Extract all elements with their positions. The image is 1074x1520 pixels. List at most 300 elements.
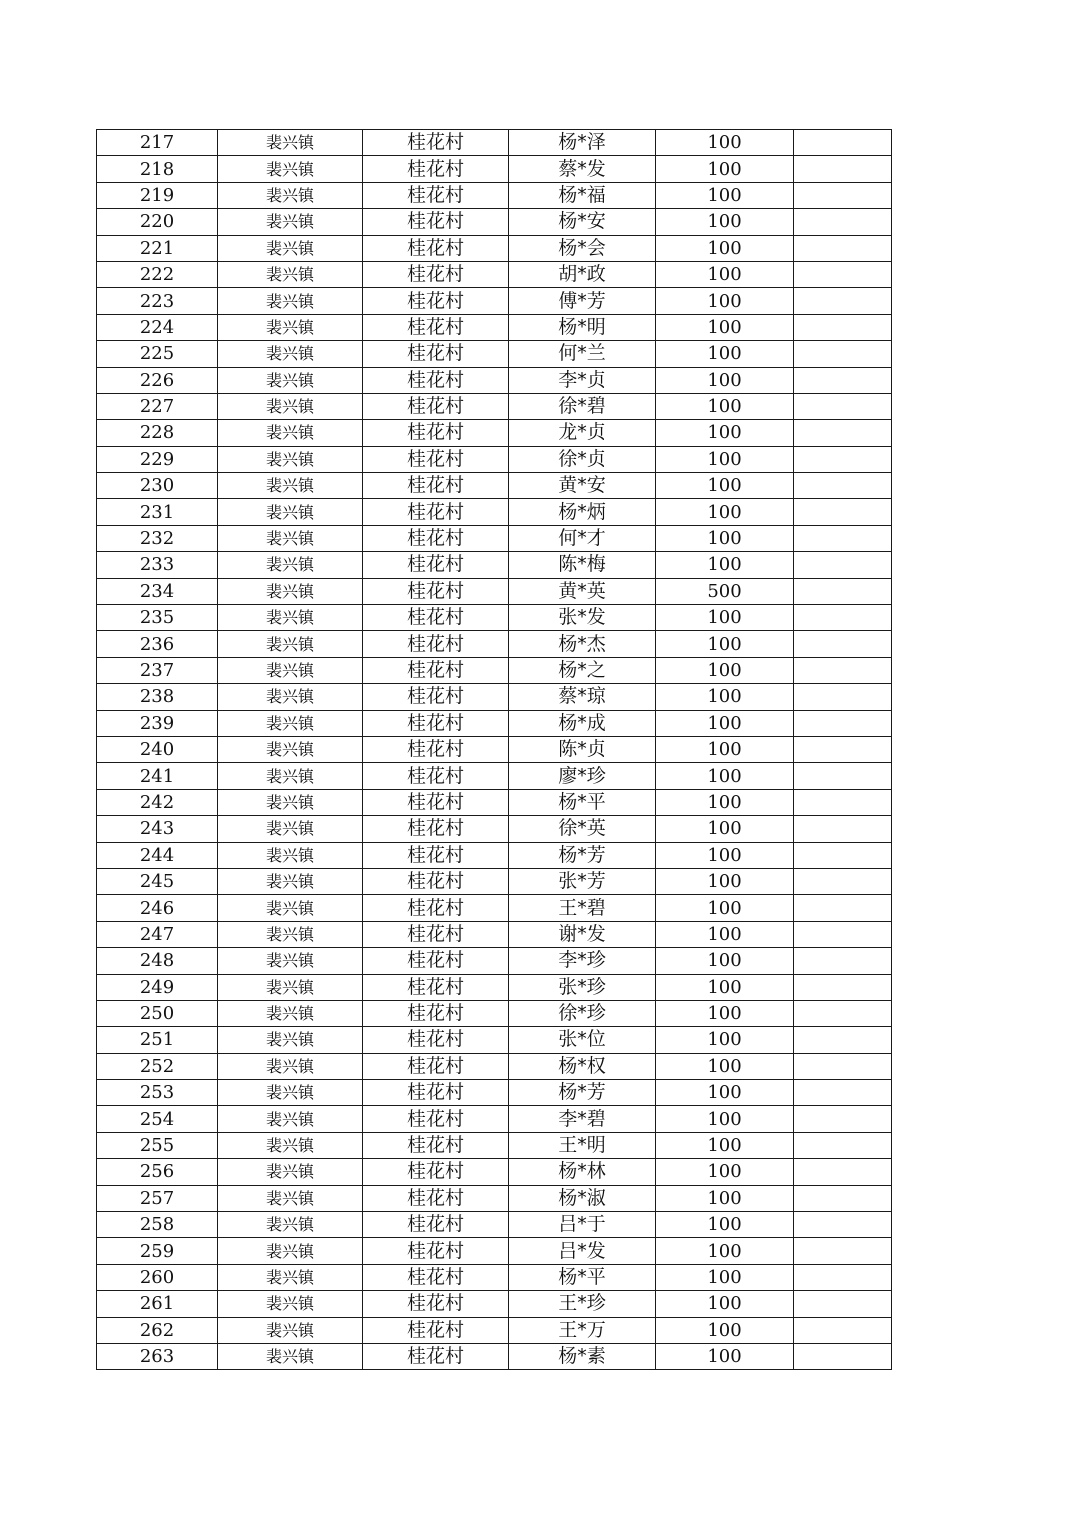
cell-amount: 100 bbox=[656, 657, 794, 683]
cell-note bbox=[794, 895, 892, 921]
cell-town: 裴兴镇 bbox=[218, 736, 363, 762]
table-row bbox=[97, 130, 892, 156]
cell-town: 裴兴镇 bbox=[218, 473, 363, 499]
cell-town: 裴兴镇 bbox=[218, 1132, 363, 1158]
cell-town: 裴兴镇 bbox=[218, 235, 363, 261]
table-row bbox=[97, 235, 892, 261]
cell-amount: 100 bbox=[656, 393, 794, 419]
cell-town: 裴兴镇 bbox=[218, 1264, 363, 1290]
cell-town: 裴兴镇 bbox=[218, 921, 363, 947]
cell-village: 桂花村 bbox=[363, 974, 509, 1000]
cell-note bbox=[794, 631, 892, 657]
cell-town: 裴兴镇 bbox=[218, 446, 363, 472]
cell-village: 桂花村 bbox=[363, 1264, 509, 1290]
cell-village: 桂花村 bbox=[363, 525, 509, 551]
table-row bbox=[97, 367, 892, 393]
cell-town: 裴兴镇 bbox=[218, 288, 363, 314]
cell-town: 裴兴镇 bbox=[218, 657, 363, 683]
cell-village: 桂花村 bbox=[363, 605, 509, 631]
cell-serial-number: 236 bbox=[97, 631, 218, 657]
cell-note bbox=[794, 1317, 892, 1343]
cell-amount: 100 bbox=[656, 420, 794, 446]
table-row bbox=[97, 341, 892, 367]
table-row bbox=[97, 1080, 892, 1106]
cell-town: 裴兴镇 bbox=[218, 130, 363, 156]
cell-note bbox=[794, 1132, 892, 1158]
table-row bbox=[97, 393, 892, 419]
cell-village: 桂花村 bbox=[363, 578, 509, 604]
cell-note bbox=[794, 209, 892, 235]
cell-amount: 100 bbox=[656, 1317, 794, 1343]
table-row bbox=[97, 895, 892, 921]
cell-amount: 100 bbox=[656, 763, 794, 789]
cell-note bbox=[794, 393, 892, 419]
cell-name: 王*碧 bbox=[509, 895, 656, 921]
cell-serial-number: 257 bbox=[97, 1185, 218, 1211]
cell-town: 裴兴镇 bbox=[218, 261, 363, 287]
spreadsheet-page bbox=[96, 129, 892, 1370]
cell-name: 龙*贞 bbox=[509, 420, 656, 446]
cell-amount: 100 bbox=[656, 631, 794, 657]
cell-serial-number: 244 bbox=[97, 842, 218, 868]
cell-village: 桂花村 bbox=[363, 684, 509, 710]
cell-amount: 100 bbox=[656, 1343, 794, 1369]
cell-note bbox=[794, 341, 892, 367]
cell-name: 黄*安 bbox=[509, 473, 656, 499]
cell-village: 桂花村 bbox=[363, 367, 509, 393]
cell-note bbox=[794, 552, 892, 578]
cell-note bbox=[794, 684, 892, 710]
cell-village: 桂花村 bbox=[363, 130, 509, 156]
cell-name: 杨*平 bbox=[509, 1264, 656, 1290]
cell-note bbox=[794, 816, 892, 842]
cell-village: 桂花村 bbox=[363, 235, 509, 261]
cell-note bbox=[794, 473, 892, 499]
cell-name: 杨*明 bbox=[509, 314, 656, 340]
cell-name: 王*万 bbox=[509, 1317, 656, 1343]
cell-amount: 100 bbox=[656, 1106, 794, 1132]
cell-village: 桂花村 bbox=[363, 1317, 509, 1343]
cell-serial-number: 230 bbox=[97, 473, 218, 499]
cell-serial-number: 247 bbox=[97, 921, 218, 947]
cell-town: 裴兴镇 bbox=[218, 1185, 363, 1211]
cell-serial-number: 239 bbox=[97, 710, 218, 736]
cell-town: 裴兴镇 bbox=[218, 1238, 363, 1264]
cell-serial-number: 256 bbox=[97, 1159, 218, 1185]
cell-serial-number: 245 bbox=[97, 868, 218, 894]
cell-serial-number: 249 bbox=[97, 974, 218, 1000]
cell-serial-number: 240 bbox=[97, 736, 218, 762]
cell-name: 李*碧 bbox=[509, 1106, 656, 1132]
cell-serial-number: 263 bbox=[97, 1343, 218, 1369]
cell-note bbox=[794, 578, 892, 604]
cell-town: 裴兴镇 bbox=[218, 1317, 363, 1343]
cell-note bbox=[794, 1264, 892, 1290]
cell-serial-number: 259 bbox=[97, 1238, 218, 1264]
cell-village: 桂花村 bbox=[363, 1080, 509, 1106]
cell-amount: 100 bbox=[656, 499, 794, 525]
cell-note bbox=[794, 921, 892, 947]
cell-name: 张*芳 bbox=[509, 868, 656, 894]
cell-amount: 100 bbox=[656, 684, 794, 710]
cell-town: 裴兴镇 bbox=[218, 1027, 363, 1053]
cell-amount: 100 bbox=[656, 842, 794, 868]
table-row bbox=[97, 816, 892, 842]
table-row bbox=[97, 288, 892, 314]
cell-name: 杨*成 bbox=[509, 710, 656, 736]
table-row bbox=[97, 314, 892, 340]
cell-name: 杨*会 bbox=[509, 235, 656, 261]
table-row bbox=[97, 1317, 892, 1343]
cell-serial-number: 223 bbox=[97, 288, 218, 314]
cell-amount: 100 bbox=[656, 525, 794, 551]
cell-town: 裴兴镇 bbox=[218, 605, 363, 631]
table-row bbox=[97, 921, 892, 947]
cell-note bbox=[794, 1027, 892, 1053]
cell-serial-number: 235 bbox=[97, 605, 218, 631]
table-row bbox=[97, 1000, 892, 1026]
cell-town: 裴兴镇 bbox=[218, 1291, 363, 1317]
cell-village: 桂花村 bbox=[363, 552, 509, 578]
cell-name: 谢*发 bbox=[509, 921, 656, 947]
cell-village: 桂花村 bbox=[363, 499, 509, 525]
cell-serial-number: 232 bbox=[97, 525, 218, 551]
cell-village: 桂花村 bbox=[363, 816, 509, 842]
cell-serial-number: 217 bbox=[97, 130, 218, 156]
cell-town: 裴兴镇 bbox=[218, 789, 363, 815]
cell-serial-number: 222 bbox=[97, 261, 218, 287]
cell-village: 桂花村 bbox=[363, 209, 509, 235]
cell-note bbox=[794, 710, 892, 736]
cell-serial-number: 231 bbox=[97, 499, 218, 525]
cell-village: 桂花村 bbox=[363, 473, 509, 499]
table-row bbox=[97, 763, 892, 789]
cell-amount: 100 bbox=[656, 130, 794, 156]
cell-village: 桂花村 bbox=[363, 789, 509, 815]
cell-amount: 100 bbox=[656, 182, 794, 208]
cell-town: 裴兴镇 bbox=[218, 209, 363, 235]
cell-amount: 500 bbox=[656, 578, 794, 604]
cell-amount: 100 bbox=[656, 736, 794, 762]
cell-name: 杨*权 bbox=[509, 1053, 656, 1079]
cell-town: 裴兴镇 bbox=[218, 578, 363, 604]
cell-village: 桂花村 bbox=[363, 1027, 509, 1053]
cell-amount: 100 bbox=[656, 605, 794, 631]
cell-name: 王*珍 bbox=[509, 1291, 656, 1317]
table-row bbox=[97, 1027, 892, 1053]
cell-name: 杨*之 bbox=[509, 657, 656, 683]
cell-name: 杨*安 bbox=[509, 209, 656, 235]
cell-village: 桂花村 bbox=[363, 842, 509, 868]
cell-village: 桂花村 bbox=[363, 868, 509, 894]
table-row bbox=[97, 473, 892, 499]
cell-amount: 100 bbox=[656, 974, 794, 1000]
cell-note bbox=[794, 1106, 892, 1132]
cell-town: 裴兴镇 bbox=[218, 156, 363, 182]
cell-note bbox=[794, 130, 892, 156]
table-row bbox=[97, 1053, 892, 1079]
cell-serial-number: 233 bbox=[97, 552, 218, 578]
cell-amount: 100 bbox=[656, 1053, 794, 1079]
cell-amount: 100 bbox=[656, 288, 794, 314]
cell-serial-number: 227 bbox=[97, 393, 218, 419]
table-row bbox=[97, 1238, 892, 1264]
cell-serial-number: 243 bbox=[97, 816, 218, 842]
cell-note bbox=[794, 1212, 892, 1238]
cell-amount: 100 bbox=[656, 1132, 794, 1158]
cell-village: 桂花村 bbox=[363, 736, 509, 762]
cell-village: 桂花村 bbox=[363, 288, 509, 314]
table-row bbox=[97, 605, 892, 631]
cell-amount: 100 bbox=[656, 921, 794, 947]
cell-serial-number: 241 bbox=[97, 763, 218, 789]
cell-village: 桂花村 bbox=[363, 1291, 509, 1317]
cell-name: 黄*英 bbox=[509, 578, 656, 604]
cell-serial-number: 219 bbox=[97, 182, 218, 208]
cell-note bbox=[794, 288, 892, 314]
cell-name: 王*明 bbox=[509, 1132, 656, 1158]
cell-serial-number: 255 bbox=[97, 1132, 218, 1158]
cell-village: 桂花村 bbox=[363, 1238, 509, 1264]
cell-town: 裴兴镇 bbox=[218, 393, 363, 419]
table-row bbox=[97, 842, 892, 868]
cell-village: 桂花村 bbox=[363, 156, 509, 182]
cell-name: 蔡*琼 bbox=[509, 684, 656, 710]
cell-town: 裴兴镇 bbox=[218, 763, 363, 789]
cell-serial-number: 261 bbox=[97, 1291, 218, 1317]
cell-town: 裴兴镇 bbox=[218, 367, 363, 393]
cell-town: 裴兴镇 bbox=[218, 1000, 363, 1026]
cell-village: 桂花村 bbox=[363, 895, 509, 921]
cell-village: 桂花村 bbox=[363, 631, 509, 657]
cell-name: 徐*碧 bbox=[509, 393, 656, 419]
cell-town: 裴兴镇 bbox=[218, 1106, 363, 1132]
cell-serial-number: 250 bbox=[97, 1000, 218, 1026]
cell-serial-number: 242 bbox=[97, 789, 218, 815]
table-row bbox=[97, 657, 892, 683]
cell-town: 裴兴镇 bbox=[218, 314, 363, 340]
table-row bbox=[97, 1291, 892, 1317]
cell-town: 裴兴镇 bbox=[218, 948, 363, 974]
cell-town: 裴兴镇 bbox=[218, 1159, 363, 1185]
cell-amount: 100 bbox=[656, 789, 794, 815]
cell-amount: 100 bbox=[656, 446, 794, 472]
cell-serial-number: 251 bbox=[97, 1027, 218, 1053]
cell-note bbox=[794, 156, 892, 182]
cell-village: 桂花村 bbox=[363, 1132, 509, 1158]
cell-serial-number: 252 bbox=[97, 1053, 218, 1079]
cell-note bbox=[794, 1185, 892, 1211]
cell-village: 桂花村 bbox=[363, 393, 509, 419]
cell-note bbox=[794, 1343, 892, 1369]
cell-amount: 100 bbox=[656, 1027, 794, 1053]
cell-name: 吕*于 bbox=[509, 1212, 656, 1238]
table-row bbox=[97, 868, 892, 894]
cell-serial-number: 229 bbox=[97, 446, 218, 472]
table-row bbox=[97, 156, 892, 182]
cell-note bbox=[794, 868, 892, 894]
table-row bbox=[97, 1106, 892, 1132]
cell-amount: 100 bbox=[656, 1291, 794, 1317]
table-row bbox=[97, 578, 892, 604]
cell-name: 杨*素 bbox=[509, 1343, 656, 1369]
cell-village: 桂花村 bbox=[363, 314, 509, 340]
cell-note bbox=[794, 499, 892, 525]
cell-note bbox=[794, 1080, 892, 1106]
cell-village: 桂花村 bbox=[363, 921, 509, 947]
cell-amount: 100 bbox=[656, 868, 794, 894]
cell-town: 裴兴镇 bbox=[218, 895, 363, 921]
cell-village: 桂花村 bbox=[363, 1053, 509, 1079]
cell-village: 桂花村 bbox=[363, 1159, 509, 1185]
cell-note bbox=[794, 1159, 892, 1185]
cell-town: 裴兴镇 bbox=[218, 420, 363, 446]
cell-note bbox=[794, 367, 892, 393]
cell-serial-number: 248 bbox=[97, 948, 218, 974]
cell-name: 杨*平 bbox=[509, 789, 656, 815]
cell-amount: 100 bbox=[656, 473, 794, 499]
cell-name: 徐*英 bbox=[509, 816, 656, 842]
cell-name: 何*才 bbox=[509, 525, 656, 551]
cell-name: 陈*贞 bbox=[509, 736, 656, 762]
table-row bbox=[97, 1185, 892, 1211]
cell-amount: 100 bbox=[656, 948, 794, 974]
cell-town: 裴兴镇 bbox=[218, 842, 363, 868]
cell-amount: 100 bbox=[656, 1080, 794, 1106]
cell-town: 裴兴镇 bbox=[218, 1343, 363, 1369]
cell-amount: 100 bbox=[656, 367, 794, 393]
cell-town: 裴兴镇 bbox=[218, 1212, 363, 1238]
cell-serial-number: 234 bbox=[97, 578, 218, 604]
cell-name: 杨*芳 bbox=[509, 842, 656, 868]
table-row bbox=[97, 182, 892, 208]
cell-name: 杨*福 bbox=[509, 182, 656, 208]
cell-note bbox=[794, 736, 892, 762]
cell-note bbox=[794, 182, 892, 208]
cell-serial-number: 246 bbox=[97, 895, 218, 921]
cell-name: 陈*梅 bbox=[509, 552, 656, 578]
cell-village: 桂花村 bbox=[363, 1185, 509, 1211]
table-row bbox=[97, 736, 892, 762]
table-row bbox=[97, 631, 892, 657]
cell-note bbox=[794, 974, 892, 1000]
cell-amount: 100 bbox=[656, 895, 794, 921]
table-row bbox=[97, 1132, 892, 1158]
table-row bbox=[97, 1343, 892, 1369]
cell-town: 裴兴镇 bbox=[218, 552, 363, 578]
cell-name: 蔡*发 bbox=[509, 156, 656, 182]
cell-amount: 100 bbox=[656, 261, 794, 287]
table-row bbox=[97, 684, 892, 710]
cell-name: 廖*珍 bbox=[509, 763, 656, 789]
cell-amount: 100 bbox=[656, 552, 794, 578]
cell-town: 裴兴镇 bbox=[218, 341, 363, 367]
cell-village: 桂花村 bbox=[363, 1106, 509, 1132]
cell-town: 裴兴镇 bbox=[218, 499, 363, 525]
table-row bbox=[97, 1264, 892, 1290]
cell-note bbox=[794, 605, 892, 631]
cell-name: 张*位 bbox=[509, 1027, 656, 1053]
cell-amount: 100 bbox=[656, 1264, 794, 1290]
cell-name: 杨*林 bbox=[509, 1159, 656, 1185]
cell-village: 桂花村 bbox=[363, 341, 509, 367]
table-row bbox=[97, 525, 892, 551]
cell-name: 杨*杰 bbox=[509, 631, 656, 657]
cell-note bbox=[794, 763, 892, 789]
table-row bbox=[97, 552, 892, 578]
cell-serial-number: 237 bbox=[97, 657, 218, 683]
cell-serial-number: 238 bbox=[97, 684, 218, 710]
cell-serial-number: 228 bbox=[97, 420, 218, 446]
cell-town: 裴兴镇 bbox=[218, 525, 363, 551]
cell-name: 杨*泽 bbox=[509, 130, 656, 156]
cell-note bbox=[794, 1238, 892, 1264]
cell-amount: 100 bbox=[656, 710, 794, 736]
cell-serial-number: 218 bbox=[97, 156, 218, 182]
cell-serial-number: 221 bbox=[97, 235, 218, 261]
cell-serial-number: 224 bbox=[97, 314, 218, 340]
cell-name: 杨*淑 bbox=[509, 1185, 656, 1211]
cell-note bbox=[794, 842, 892, 868]
cell-note bbox=[794, 789, 892, 815]
table-row bbox=[97, 1212, 892, 1238]
table-row bbox=[97, 1159, 892, 1185]
cell-village: 桂花村 bbox=[363, 1000, 509, 1026]
cell-amount: 100 bbox=[656, 1000, 794, 1026]
cell-amount: 100 bbox=[656, 235, 794, 261]
table-row bbox=[97, 789, 892, 815]
cell-name: 张*发 bbox=[509, 605, 656, 631]
cell-note bbox=[794, 525, 892, 551]
cell-amount: 100 bbox=[656, 1212, 794, 1238]
cell-amount: 100 bbox=[656, 1185, 794, 1211]
cell-town: 裴兴镇 bbox=[218, 1053, 363, 1079]
cell-amount: 100 bbox=[656, 1159, 794, 1185]
cell-name: 何*兰 bbox=[509, 341, 656, 367]
cell-name: 徐*珍 bbox=[509, 1000, 656, 1026]
cell-note bbox=[794, 1053, 892, 1079]
cell-serial-number: 262 bbox=[97, 1317, 218, 1343]
cell-village: 桂花村 bbox=[363, 657, 509, 683]
cell-village: 桂花村 bbox=[363, 763, 509, 789]
cell-village: 桂花村 bbox=[363, 420, 509, 446]
cell-town: 裴兴镇 bbox=[218, 631, 363, 657]
cell-name: 傅*芳 bbox=[509, 288, 656, 314]
cell-name: 李*贞 bbox=[509, 367, 656, 393]
cell-town: 裴兴镇 bbox=[218, 868, 363, 894]
cell-amount: 100 bbox=[656, 314, 794, 340]
cell-serial-number: 254 bbox=[97, 1106, 218, 1132]
cell-village: 桂花村 bbox=[363, 1212, 509, 1238]
table-row bbox=[97, 710, 892, 736]
data-table bbox=[96, 129, 892, 1370]
cell-town: 裴兴镇 bbox=[218, 684, 363, 710]
cell-town: 裴兴镇 bbox=[218, 710, 363, 736]
table-row bbox=[97, 446, 892, 472]
cell-note bbox=[794, 261, 892, 287]
table-body bbox=[97, 130, 892, 1370]
cell-amount: 100 bbox=[656, 341, 794, 367]
cell-serial-number: 225 bbox=[97, 341, 218, 367]
cell-note bbox=[794, 235, 892, 261]
cell-amount: 100 bbox=[656, 1238, 794, 1264]
table-row bbox=[97, 209, 892, 235]
cell-serial-number: 220 bbox=[97, 209, 218, 235]
cell-serial-number: 226 bbox=[97, 367, 218, 393]
cell-village: 桂花村 bbox=[363, 446, 509, 472]
cell-village: 桂花村 bbox=[363, 710, 509, 736]
cell-name: 吕*发 bbox=[509, 1238, 656, 1264]
